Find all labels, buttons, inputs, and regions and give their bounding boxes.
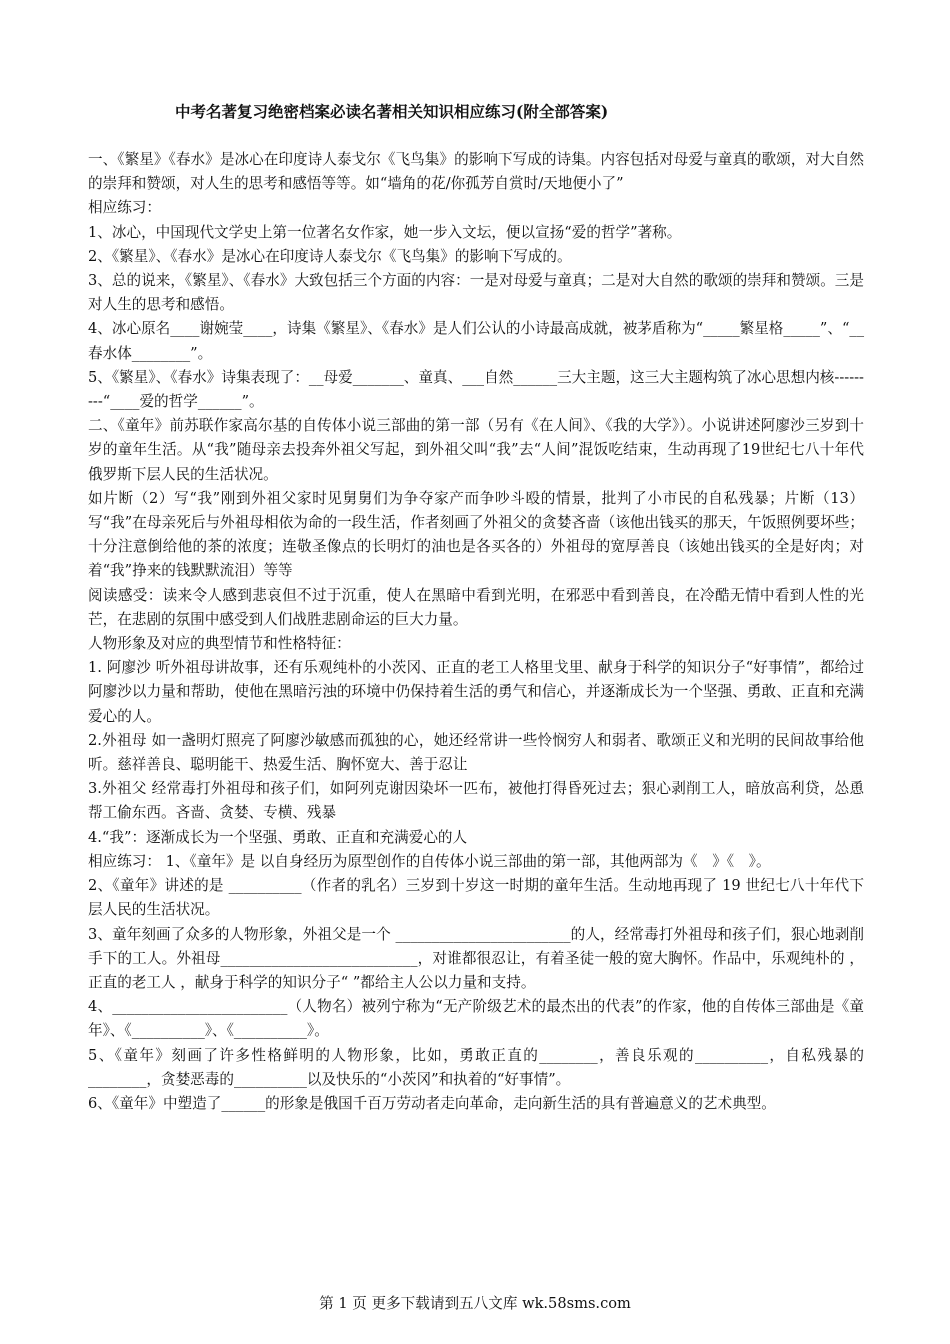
paragraph-tongnian-exercise-4: 4、________________________（人物名）被列宁称为“无产阶级艺术的最杰出的代表”的作家，他的自传体三部曲是《童年》、《__________》、《__________》。	[88, 998, 864, 1040]
paragraph-intro-tongnian: 二、《童年》前苏联作家高尔基的自传体小说三部曲的第一部（另有《在人间》、《我的大学》）。小说讲述阿廖沙三岁到十岁的童年生活。从“我”随母亲去投奔外祖父写起，到外祖父叫“我”去“人间”混饭吃结束，生动再现了19世纪七八十年代俄罗斯下层人民的生活状况。	[88, 417, 864, 483]
paragraph-exercise-4: 4、冰心原名____谢婉莹____，诗集《繁星》、《春水》是人们公认的小诗最高成就，被茅盾称为“_____繁星格_____”、“__春水体________”。	[88, 320, 864, 362]
paragraph-tongnian-exercise-3: 3、童年刻画了众多的人物形象，外祖父是一个 ________________________的人，经常毒打外祖母和孩子们，狠心地剥削手下的工人。外祖母___________________________，对谁都很忍让，有着圣徒一般的宽大胸怀。作品中，乐观纯朴的 ，正直的老工人 ，献身于科学的知识分子“ ”都给主人公以力量和支持。	[88, 925, 864, 991]
paragraph-character-grandfather: 3.外祖父 经常毒打外祖母和孩子们，如阿列克谢因染坏一匹布，被他打得昏死过去；狠心剥削工人，暗放高利贷，怂恿帮工偷东西。吝啬、贪婪、专横、残暴	[88, 780, 864, 822]
paragraph-character-grandmother: 2.外祖母 如一盏明灯照亮了阿廖沙敏感而孤独的心，她还经常讲一些怜悯穷人和弱者、歌颂正义和光明的民间故事给他听。慈祥善良、聪明能干、热爱生活、胸怀宽大、善于忍让	[88, 731, 864, 774]
paragraph-tongnian-exercise-2: 2、《童年》讲述的是 __________（作者的乳名）三岁到十岁这一时期的童年生活。生动地再现了 19 世纪七八十年代下层人民的生活状况。	[88, 877, 864, 919]
paragraph-intro-fanxing: 一、《繁星》《春水》是冰心在印度诗人泰戈尔《飞鸟集》的影响下写成的诗集。内容包括对母爱与童真的歌颂，对大自然的崇拜和赞颂，对人生的思考和感悟等等。如“墙角的花/你孤芳自赏时/天地便小了”	[88, 151, 864, 193]
paragraph-exercise-2: 2、《繁星》、《春水》是冰心在印度诗人泰戈尔《飞鸟集》的影响下写成的。	[88, 247, 572, 265]
paragraph-exercise-heading: 相应练习：	[88, 199, 161, 217]
paragraph-excerpt-analysis: 如片断（2）写“我”刚到外祖父家时见舅舅们为争夺家产而争吵斗殴的情景，批判了小市民的自私残暴；片断（13）写“我”在母亲死后与外祖母相依为命的一段生活，作者刻画了外祖父的贪婪吝啬（该他出钱买的那天，午饭照例要坏些；十分注意倒给他的茶的浓度；连敬圣像点的长明灯的油也是各买各的）外祖母的宽厚善良（该她出钱买的全是好肉；对着“我”挣来的钱默默流泪）等等	[88, 489, 864, 580]
document-body	[88, 148, 864, 1116]
paragraph-character-aliosha: 1. 阿廖沙 听外祖母讲故事，还有乐观纯朴的小茨冈、正直的老工人格里戈里、献身于科学的知识分子“好事情”，都给过阿廖沙以力量和帮助，使他在黑暗污浊的环境中仍保持着生活的勇气和信心，并逐渐成长为一个坚强、勇敢、正直和充满爱心的人。	[88, 659, 864, 725]
paragraph-exercise-1: 1、冰心，中国现代文学史上第一位著名女作家，她一步入文坛，便以宣扬“爱的哲学”著称。	[88, 223, 682, 241]
paragraph-characters-heading: 人物形象及对应的典型情节和性格特征：	[88, 635, 351, 653]
page-footer: 第 1 页 更多下载请到五八文库 wk.58sms.com	[319, 1295, 631, 1312]
paragraph-character-me: 4.“我”：逐渐成长为一个坚强、勇敢、正直和充满爱心的人	[88, 828, 468, 846]
paragraph-exercise-3: 3、总的说来，《繁星》、《春水》大致包括三个方面的内容：一是对母爱与童真；二是对大自然的歌颂的崇拜和赞颂。三是对人生的思考和感悟。	[88, 272, 864, 314]
paragraph-tongnian-exercise-5: 5、《童年》刻画了许多性格鲜明的人物形象，比如，勇敢正直的________，善良乐观的__________，自私残暴的________，贪婪恶毒的__________以及快乐的“小茨冈”和执着的“好事情”。	[88, 1046, 864, 1088]
page-title: 中考名著复习绝密档案必读名著相关知识相应练习(附全部答案)	[175, 102, 609, 121]
paragraph-tongnian-exercise-6: 6、《童年》中塑造了______的形象是俄国千百万劳动者走向革命，走向新生活的具有普遍意义的艺术典型。	[88, 1094, 776, 1112]
paragraph-reading-feeling: 阅读感受：读来令人感到悲哀但不过于沉重，使人在黑暗中看到光明，在邪恶中看到善良，在冷酷无情中看到人性的光芒，在悲剧的氛围中感受到人们战胜悲剧命运的巨大力量。	[88, 586, 864, 628]
paragraph-tongnian-exercise-1: 相应练习： 1、《童年》是 以自身经历为原型创作的自传体小说三部曲的第一部，其他两部为《 》《 》。	[88, 852, 771, 870]
paragraph-exercise-5: 5、《繁星》、《春水》诗集表现了：__母爱_______、童真、___自然______三大主题，这三大主题构筑了冰心思想内核---------“____爱的哲学______”。	[88, 368, 864, 411]
